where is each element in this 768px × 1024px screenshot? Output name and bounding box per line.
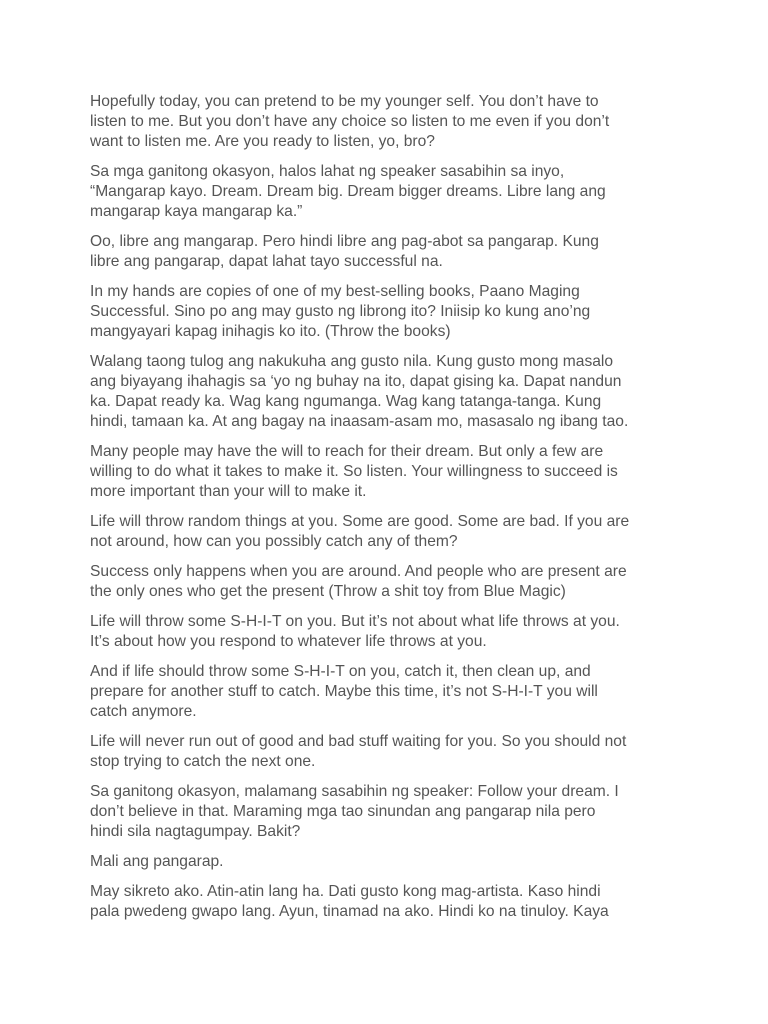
paragraph-7: Life will throw random things at you. Some are good. Some are bad. If you are not around, how can you possibly catch any of them?: [90, 513, 630, 550]
paragraph-10: And if life should throw some S-H-I-T on you, catch it, then clean up, and prepare for another stuff to catch. Maybe this time, it’s not S-H-I-T you will catch anymore.: [90, 663, 598, 720]
paragraph-14: May sikreto ako. Atin-atin lang ha. Dati gusto kong mag-artista. Kaso hindi pala pwedeng gwapo lang. Ayun, tinamad na ako. Hindi ko na tinuloy. Kaya: [90, 883, 609, 920]
paragraph-8: Success only happens when you are around. And people who are present are the only ones who get the present (Throw a shit toy from Blue Magic): [90, 563, 627, 600]
paragraph-11: Life will never run out of good and bad stuff waiting for you. So you should not stop trying to catch the next one.: [90, 733, 627, 770]
paragraph-13: Mali ang pangarap.: [90, 853, 224, 870]
paragraph-2: Sa mga ganitong okasyon, halos lahat ng speaker sasabihin sa inyo, “Mangarap kayo. Dream. Dream big. Dream bigger dreams. Libre lang ang mangarap kaya mangarap ka.”: [90, 163, 606, 220]
paragraph-1: Hopefully today, you can pretend to be my younger self. You don’t have to listen to me. But you don’t have any choice so listen to me even if you don’t want to listen me. Are you ready to listen, yo, bro?: [90, 93, 610, 150]
paragraph-5: Walang taong tulog ang nakukuha ang gusto nila. Kung gusto mong masalo ang biyayang ihahagis sa ‘yo ng buhay na ito, dapat gising ka. Dapat nandun ka. Dapat ready ka. Wag kang ngumanga. Wag kang tatanga-tanga. Kung hindi, tamaan ka. At ang bagay na inaasam-asam mo, masasalo ng ibang tao.: [90, 353, 629, 430]
paragraph-9: Life will throw some S-H-I-T on you. But it’s not about what life throws at you. It’s about how you respond to whatever life throws at you.: [90, 613, 620, 650]
paragraph-4: In my hands are copies of one of my best-selling books, Paano Maging Successful. Sino po ang may gusto ng librong ito? Iniisip ko kung ano’ng mangyayari kapag inihagis ko ito. (Throw the books): [90, 283, 591, 340]
paragraph-12: Sa ganitong okasyon, malamang sasabihin ng speaker: Follow your dream. I don’t believe in that. Maraming mga tao sinundan ang pangarap nila pero hindi sila nagtagumpay. Bakit?: [90, 783, 619, 840]
paragraph-3: Oo, libre ang mangarap. Pero hindi libre ang pag-abot sa pangarap. Kung libre ang pangarap, dapat lahat tayo successful na.: [90, 233, 599, 270]
paragraph-6: Many people may have the will to reach for their dream. But only a few are willing to do what it takes to make it. So listen. Your willingness to succeed is more important than your will to make it.: [90, 443, 618, 500]
document-page: [90, 92, 690, 932]
